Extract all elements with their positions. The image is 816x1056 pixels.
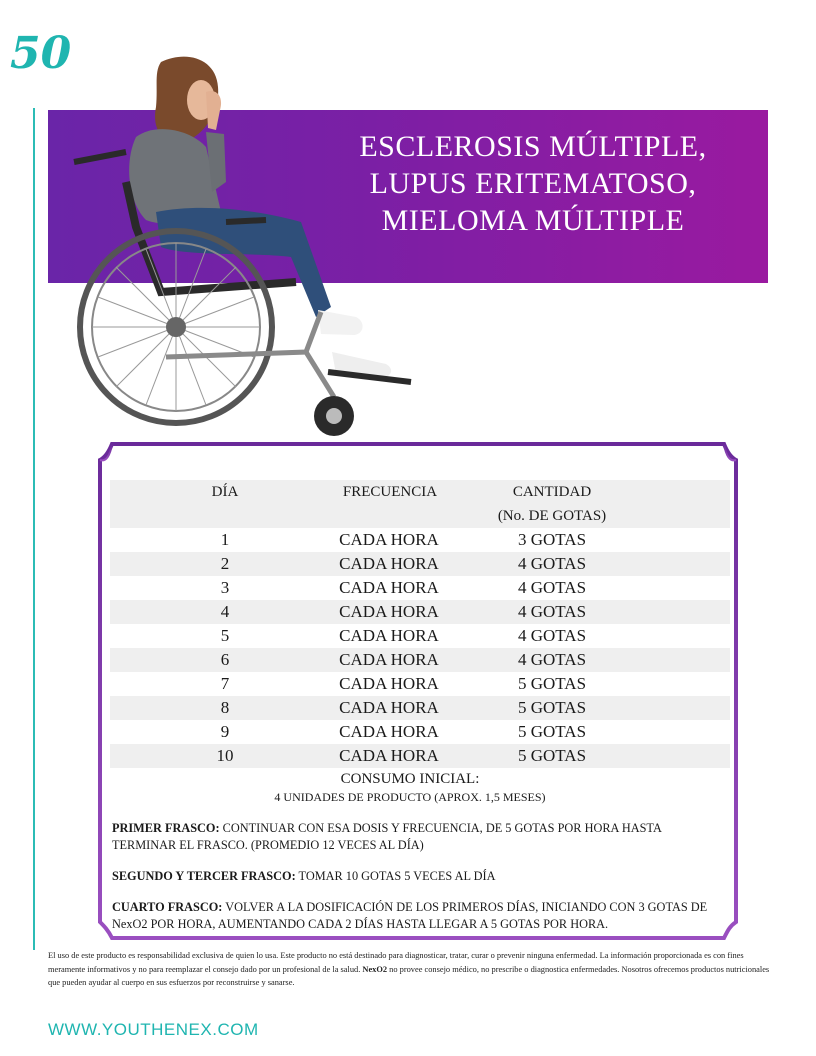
header-frequency: FRECUENCIA <box>342 484 438 500</box>
consumption-title: CONSUMO INICIAL: <box>340 771 480 787</box>
cell-quantity: 5 GOTAS <box>517 674 587 693</box>
side-rule <box>33 108 35 950</box>
instruction-fourth-bottle <box>112 899 722 933</box>
cell-quantity: 4 GOTAS <box>517 626 587 645</box>
banner-title-line: LUPUS ERITEMATOSO, <box>369 167 697 200</box>
disclaimer-text: El uso de este producto es responsabilidad exclusiva de quien lo usa. Este producto no está destinado para diagnosticar, tratar, curar o prevenir ninguna enfermedad. La información proporcionada es con fines meramente informativos y no para reemplazar el consejo dado por un profesional de la salud. <box>48 951 744 974</box>
cell-quantity: 4 GOTAS <box>517 554 587 573</box>
cell-day: 10 <box>216 746 234 765</box>
instruction-label: PRIMER FRASCO: <box>112 821 220 835</box>
cell-quantity: 5 GOTAS <box>517 698 587 717</box>
cell-frequency: CADA HORA <box>339 674 439 693</box>
banner-title-line: ESCLEROSIS MÚLTIPLE, <box>359 130 707 163</box>
table-row <box>110 744 730 768</box>
cell-frequency: CADA HORA <box>339 602 439 621</box>
table-row <box>110 576 730 600</box>
cell-day: 9 <box>220 722 230 741</box>
disclaimer-text: no provee consejo médico, no prescribe o diagnostica enfermedades. Nosotros ofrecemos productos nutricionales que pueden ayudar al cuerpo en sus esfuerzos por reconstruirse y sanarse. <box>48 964 770 987</box>
website-link[interactable]: WWW.YOUTHENEX.COM <box>48 1020 259 1039</box>
disclaimer <box>48 949 773 990</box>
cell-day: 2 <box>220 554 230 573</box>
header-day: DÍA <box>211 484 239 500</box>
table-row <box>110 648 730 672</box>
cell-day: 4 <box>220 602 230 621</box>
cell-frequency: CADA HORA <box>339 650 439 669</box>
instruction-text: CONTINUAR CON ESA DOSIS Y FRECUENCIA, DE 5 GOTAS POR HORA HASTA TERMINAR EL FRASCO. (PROMEDIO 12 VECES AL DÍA) <box>112 821 662 852</box>
instruction-first-bottle <box>112 820 722 854</box>
table-row <box>110 720 730 744</box>
instruction-text: TOMAR 10 GOTAS 5 VECES AL DÍA <box>295 869 496 883</box>
table-header <box>110 480 730 528</box>
dosage-table <box>110 480 730 768</box>
page-number: 50 <box>10 28 72 79</box>
cell-day: 5 <box>220 626 230 645</box>
instruction-second-third-bottle <box>112 868 722 885</box>
table-row <box>110 696 730 720</box>
cell-frequency: CADA HORA <box>339 722 439 741</box>
table-row <box>110 624 730 648</box>
cell-frequency: CADA HORA <box>339 626 439 645</box>
cell-frequency: CADA HORA <box>339 554 439 573</box>
cell-quantity: 4 GOTAS <box>517 602 587 621</box>
cell-quantity: 5 GOTAS <box>517 722 587 741</box>
cell-frequency: CADA HORA <box>339 578 439 597</box>
wheelchair-woman-photo <box>66 52 426 442</box>
cell-quantity: 4 GOTAS <box>517 578 587 597</box>
cell-day: 8 <box>220 698 230 717</box>
initial-consumption <box>110 771 710 805</box>
cell-day: 1 <box>220 530 230 549</box>
cell-day: 7 <box>220 674 230 693</box>
table-row <box>110 672 730 696</box>
cell-frequency: CADA HORA <box>339 530 439 549</box>
cell-frequency: CADA HORA <box>339 698 439 717</box>
cell-day: 6 <box>220 650 230 669</box>
instruction-label: SEGUNDO Y TERCER FRASCO: <box>112 869 296 883</box>
brand-name: NexO2 <box>362 964 388 974</box>
consumption-detail: 4 UNIDADES DE PRODUCTO (APROX. 1,5 MESES) <box>274 790 546 804</box>
instruction-label: CUARTO FRASCO: <box>112 900 223 914</box>
table-row <box>110 528 730 552</box>
cell-frequency: CADA HORA <box>339 746 439 765</box>
table-row <box>110 600 730 624</box>
banner-title-line: MIELOMA MÚLTIPLE <box>381 204 685 237</box>
instruction-text: VOLVER A LA DOSIFICACIÓN DE LOS PRIMEROS DÍAS, INICIANDO CON 3 GOTAS DE NexO2 POR HORA, AUMENTANDO CADA 2 DÍAS HASTA LLEGAR A 5 GOTAS POR HORA. <box>112 900 708 931</box>
table-row <box>110 552 730 576</box>
cell-quantity: 4 GOTAS <box>517 650 587 669</box>
cell-quantity: 3 GOTAS <box>517 530 587 549</box>
header-quantity-unit: (No. DE GOTAS) <box>497 508 607 524</box>
cell-day: 3 <box>220 578 230 597</box>
header-quantity: CANTIDAD <box>512 484 592 500</box>
cell-quantity: 5 GOTAS <box>517 746 587 765</box>
